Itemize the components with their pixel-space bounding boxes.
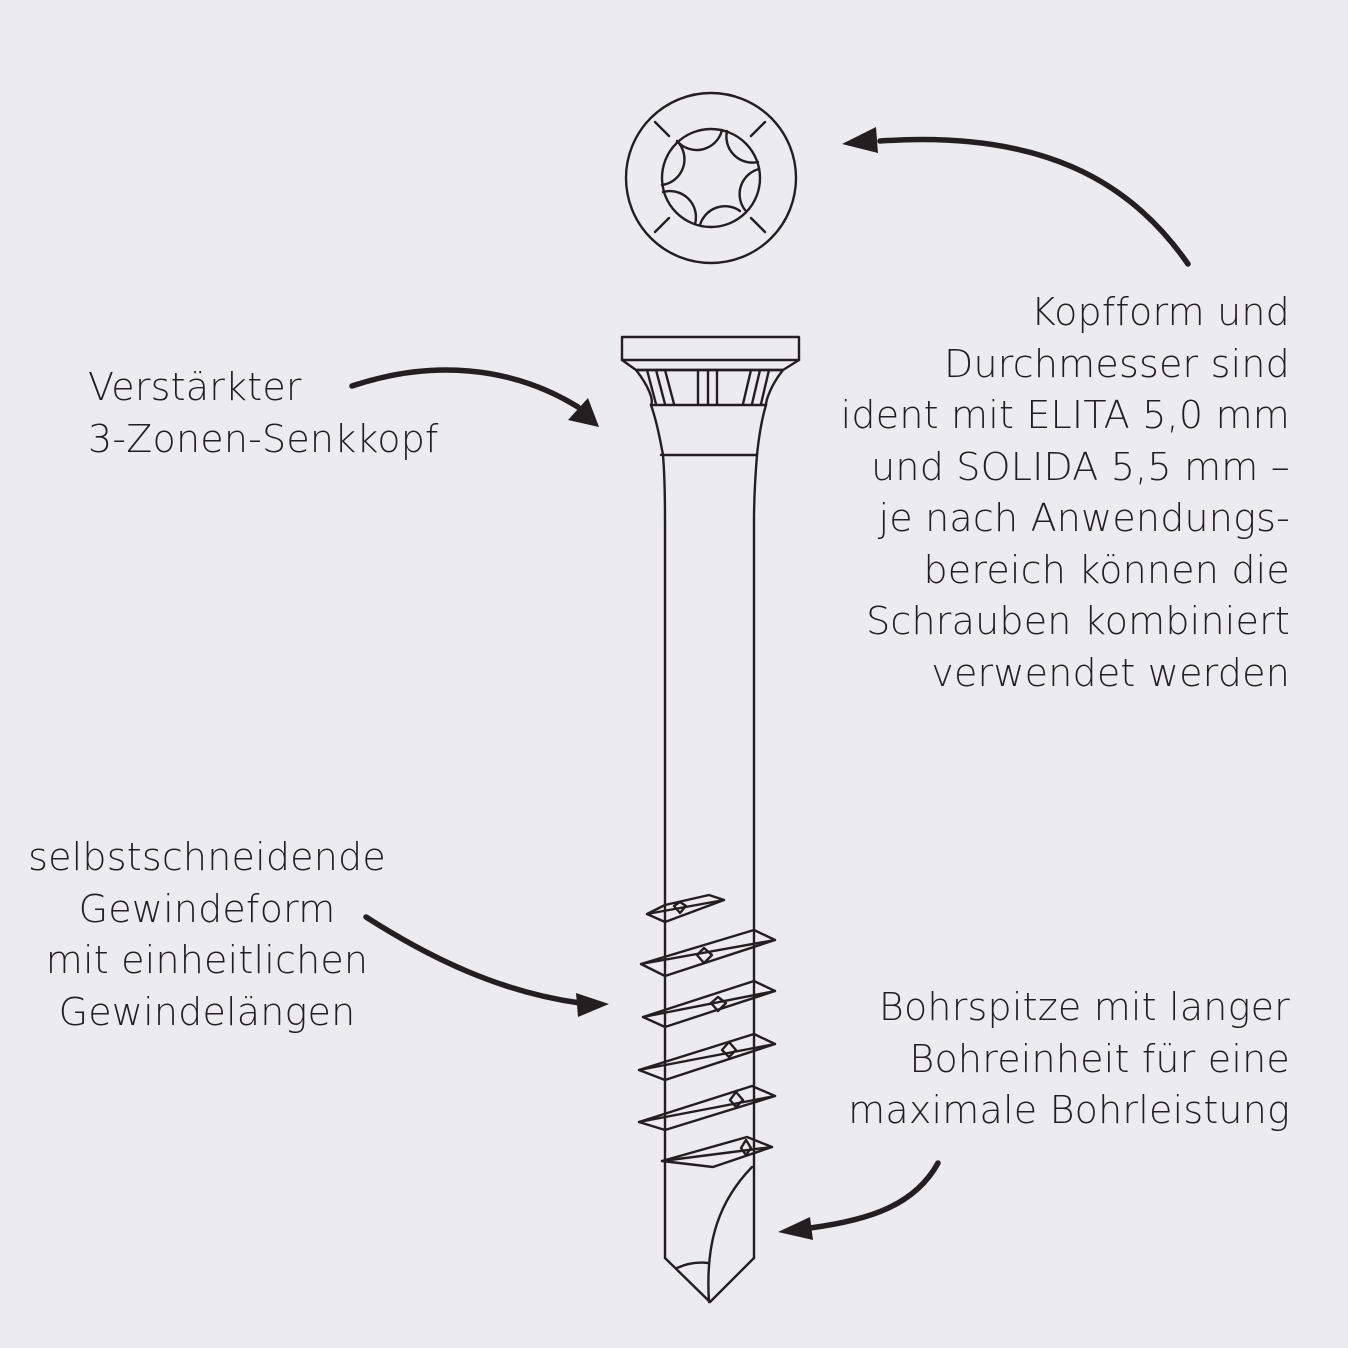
annotation-tip-line: Bohreinheit für eine: [909, 1036, 1290, 1081]
countersunk-head-icon: [622, 337, 799, 520]
annotation-head-line: Verstärkter: [88, 365, 302, 409]
annotation-tip: [848, 982, 1290, 1137]
annotation-head-shape-line: Schrauben kombiniert: [866, 599, 1290, 643]
annotation-thread-line: Gewindeform: [78, 886, 336, 931]
annotation-head-shape-line: Durchmesser sind: [944, 341, 1290, 386]
annotation-tip-line: Bohrspitze mit langer: [878, 985, 1290, 1029]
annotation-head: [88, 362, 439, 465]
annotation-head-shape-line: bereich können die: [923, 547, 1290, 592]
annotation-head-shape-line: Kopfform und: [1030, 290, 1290, 334]
annotation-head-shape: [841, 287, 1290, 699]
annotation-head-shape-line: je nach Anwendungs-: [878, 496, 1290, 540]
annotation-thread-line: selbstschneidende: [28, 835, 386, 879]
annotation-thread-line: Gewindelängen: [58, 989, 356, 1034]
annotation-thread: [20, 832, 394, 1038]
arrow-to-top-view-icon: [842, 127, 1188, 264]
annotation-tip-line: maximale Bohrleistung: [848, 1088, 1290, 1132]
annotation-head-shape-line: verwendet werden: [931, 650, 1290, 695]
annotation-head-shape-line: ident mit ELITA 5,0 mm: [840, 393, 1290, 437]
arrow-to-tip-icon: [778, 1163, 938, 1240]
arrow-to-thread-icon: [366, 917, 609, 1017]
drill-tip-icon: [665, 1167, 754, 1302]
annotation-head-line: 3-Zonen-Senkkopf: [88, 416, 439, 461]
annotation-head-shape-line: und SOLIDA 5,5 mm –: [871, 444, 1290, 489]
torx-head-top-view-icon: [626, 93, 796, 263]
annotation-thread-line: mit einheitlichen: [45, 938, 369, 982]
